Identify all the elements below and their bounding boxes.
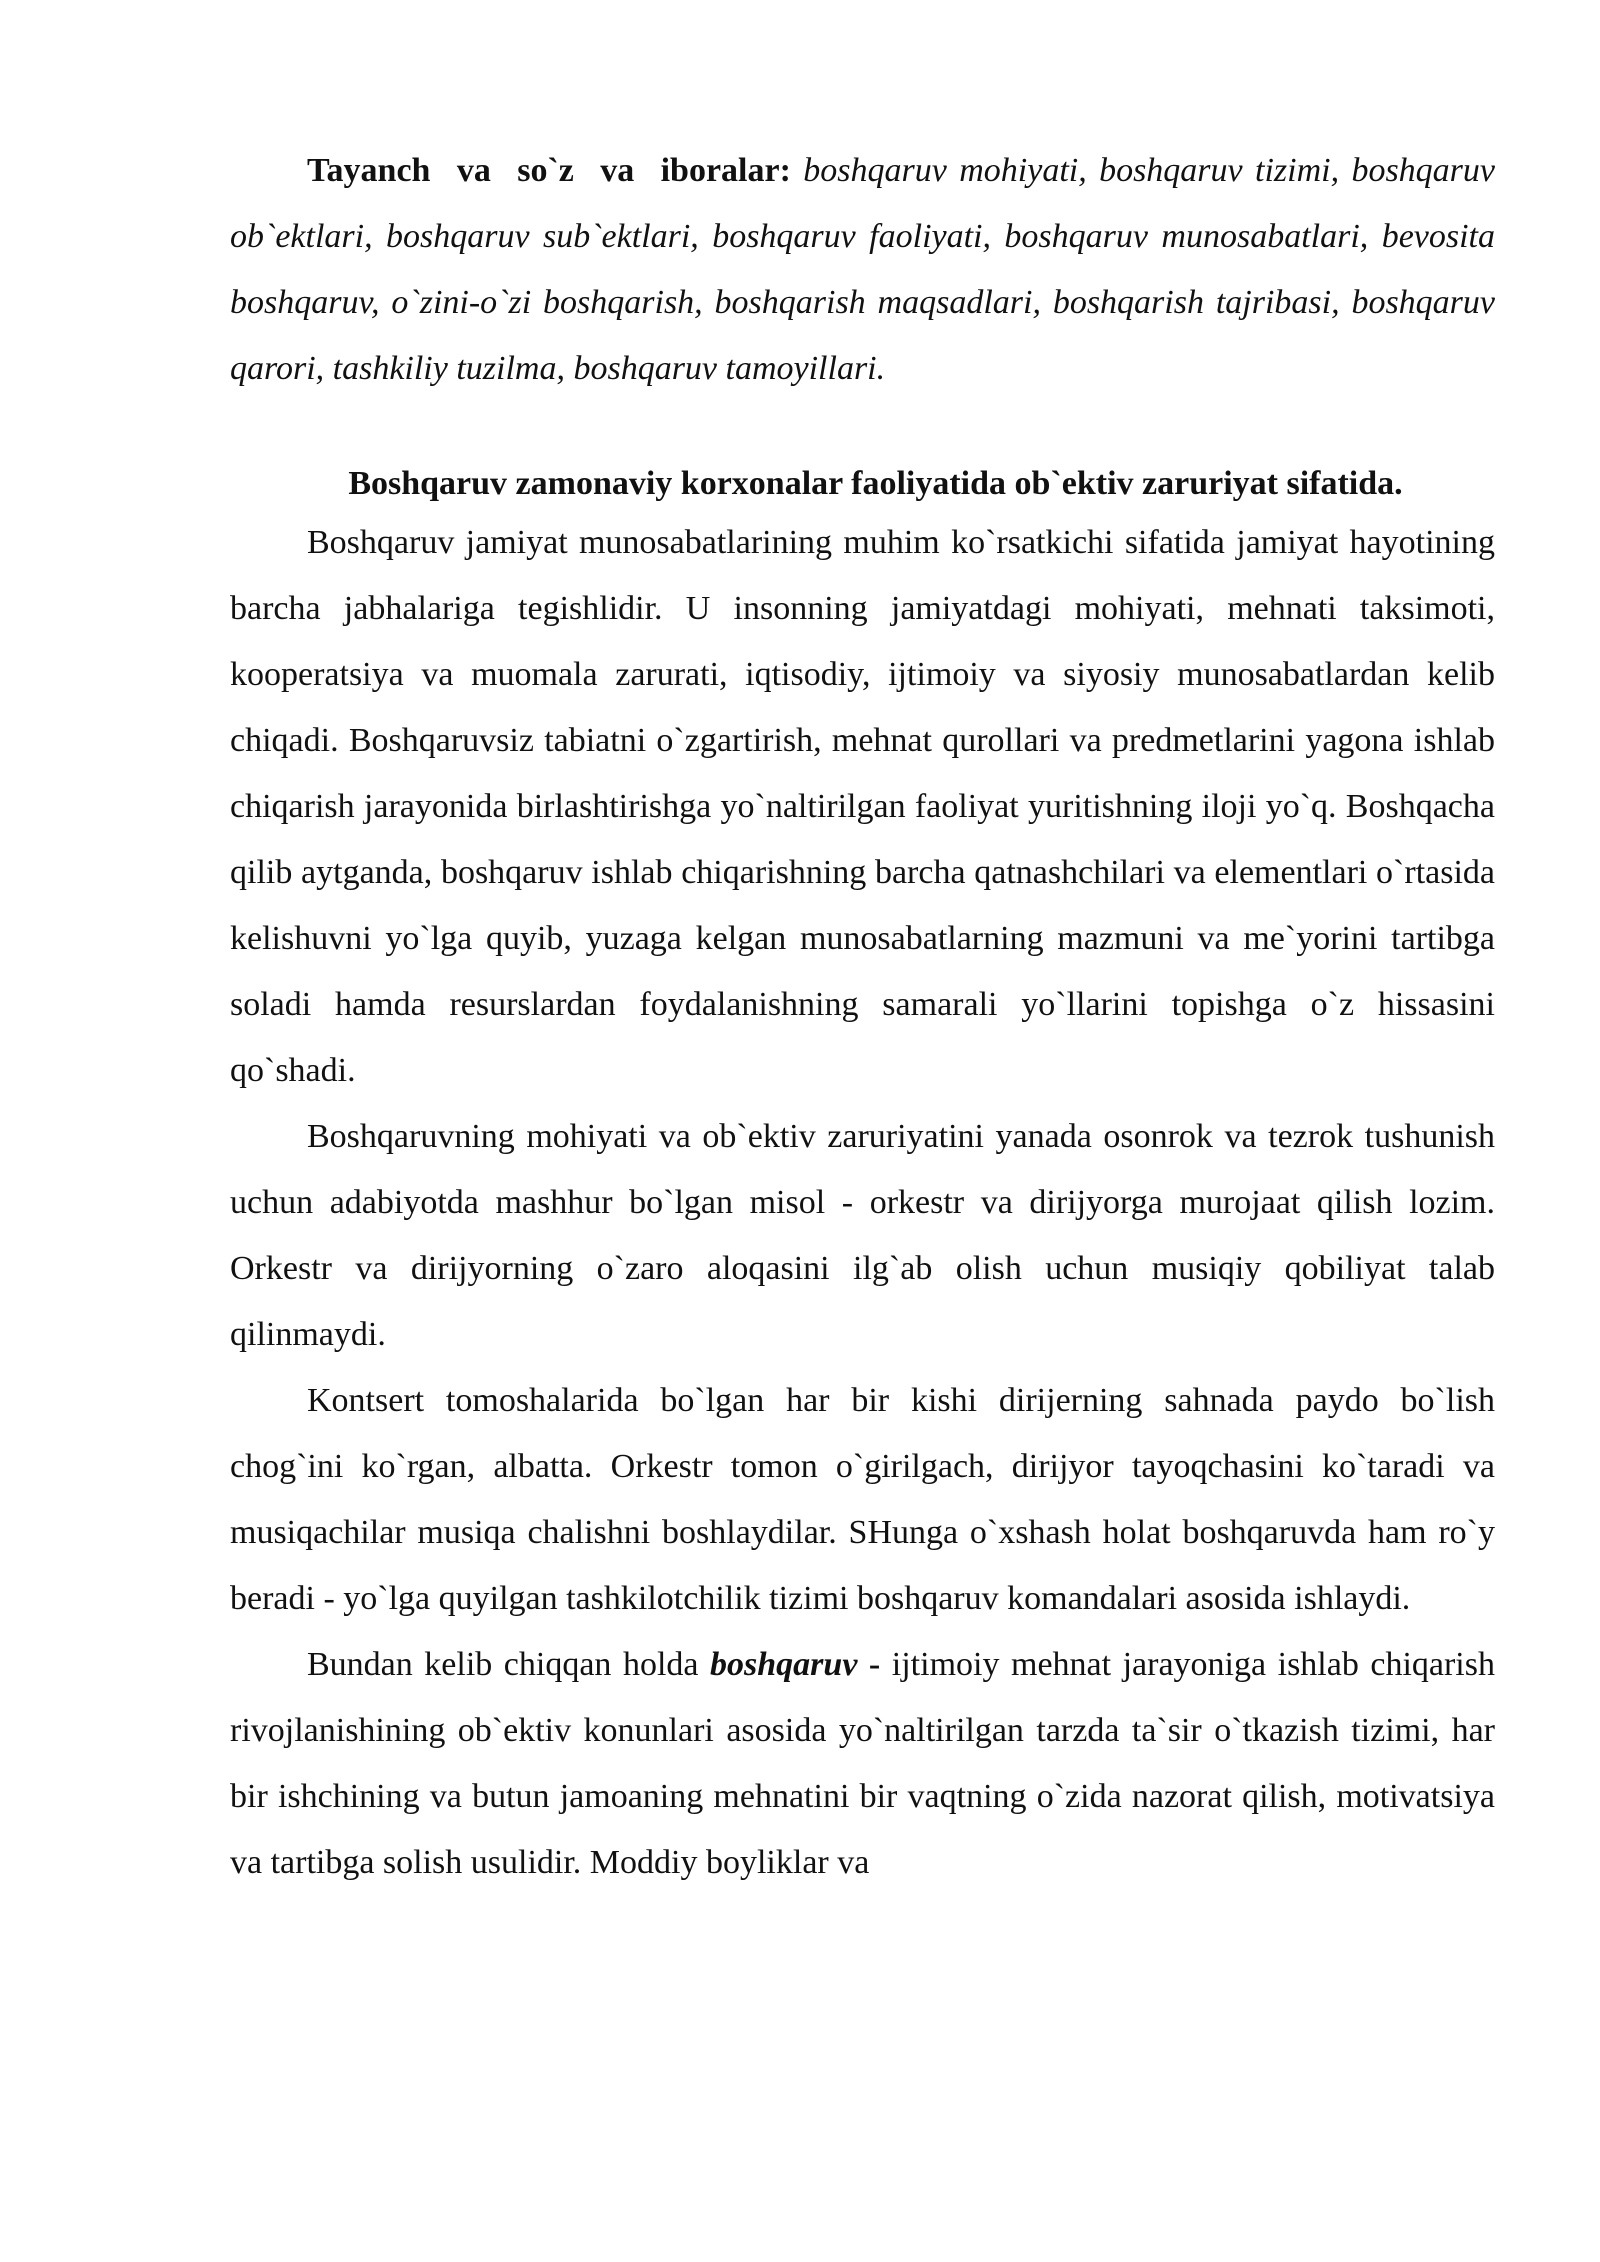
defined-term: boshqaruv bbox=[710, 1646, 858, 1683]
keywords-list: boshqaruv mohiyati, boshqaruv tizimi, boshqaruv ob`ektlari, boshqaruv sub`ektlari, boshqaruv faoliyati, boshqaruv munosabatlari, bevosita boshqaruv, o`zini-o`zi boshqarish, boshqarish maqsadlari, boshqarish tajribasi, boshqaruv qarori, tashkiliy tuzilma, boshqaruv tamoyillari. bbox=[230, 152, 1496, 387]
paragraph-3: Kontsert tomoshalarida bo`lgan har bir kishi dirijerning sahnada paydo bo`lish chog`ini ko`rgan, albatta. Orkestr tomon o`girilgach, dirijyor tayoqchasini ko`taradi va musiqachilar musiqa chalishni boshlaydilar. SHunga o`xshash holat boshqaruvda ham ro`y beradi - yo`lga quyilgan tashkilotchilik tizimi boshqaruv komandalari asosida ishlaydi. bbox=[230, 1382, 1495, 1617]
paragraph-4-definition: ijtimoiy mehnat jarayoniga ishlab chiqarish rivojlanishining ob`ektiv konunlari asosida yo`naltirilgan tarzda ta`sir o`tkazish tizimi, har bir ishchining va butun jamoaning mehnatini bir vaqtning o`zida nazorat qilish, motivatsiya va tartibga solish usulidir. Moddiy boyliklar va bbox=[230, 1646, 1495, 1881]
paragraph-4 bbox=[230, 1632, 1495, 1896]
paragraph-4-intro: Bundan kelib chiqqan holda bbox=[307, 1646, 711, 1683]
definition-dash: - bbox=[857, 1646, 881, 1683]
document-body bbox=[230, 138, 1495, 1896]
paragraph-1: Boshqaruv jamiyat munosabatlarining muhim ko`rsatkichi sifatida jamiyat hayotining barcha jabhalariga tegishlidir. U insonning jamiyatdagi mohiyati, mehnati taksimoti, kooperatsiya va muomala zarurati, iqtisodiy, ijtimoiy va siyosiy munosabatlardan kelib chiqadi. Boshqaruvsiz tabiatni o`zgartirish, mehnat qurollari va predmetlarini yagona ishlab chiqarish jarayonida birlashtirishga yo`naltirilgan faoliyat yuritishning iloji yo`q. Boshqacha qilib aytganda, boshqaruv ishlab chiqarishning barcha qatnashchilari va elementlari o`rtasida kelishuvni yo`lga quyib, yuzaga kelgan munosabatlarning mazmuni va me`yorini tartibga soladi hamda resurslardan foydalanishning samarali yo`llarini topishga o`z hissasini qo`shadi. bbox=[230, 524, 1495, 1089]
keywords-paragraph bbox=[230, 138, 1495, 402]
section-title: Boshqaruv zamonaviy korxonalar faoliyatida ob`ektiv zaruriyat sifatida. bbox=[348, 465, 1403, 502]
paragraph-2: Boshqaruvning mohiyati va ob`ektiv zaruriyatini yanada osonrok va tezrok tushunish uchun adabiyotda mashhur bo`lgan misol - orkestr va dirijyorga murojaat qilish lozim. Orkestr va dirijyorning o`zaro aloqasini ilg`ab olish uchun musiqiy qobiliyat talab qilinmaydi. bbox=[230, 1118, 1495, 1353]
keywords-label: Tayanch va so`z va iboralar: bbox=[307, 152, 791, 189]
